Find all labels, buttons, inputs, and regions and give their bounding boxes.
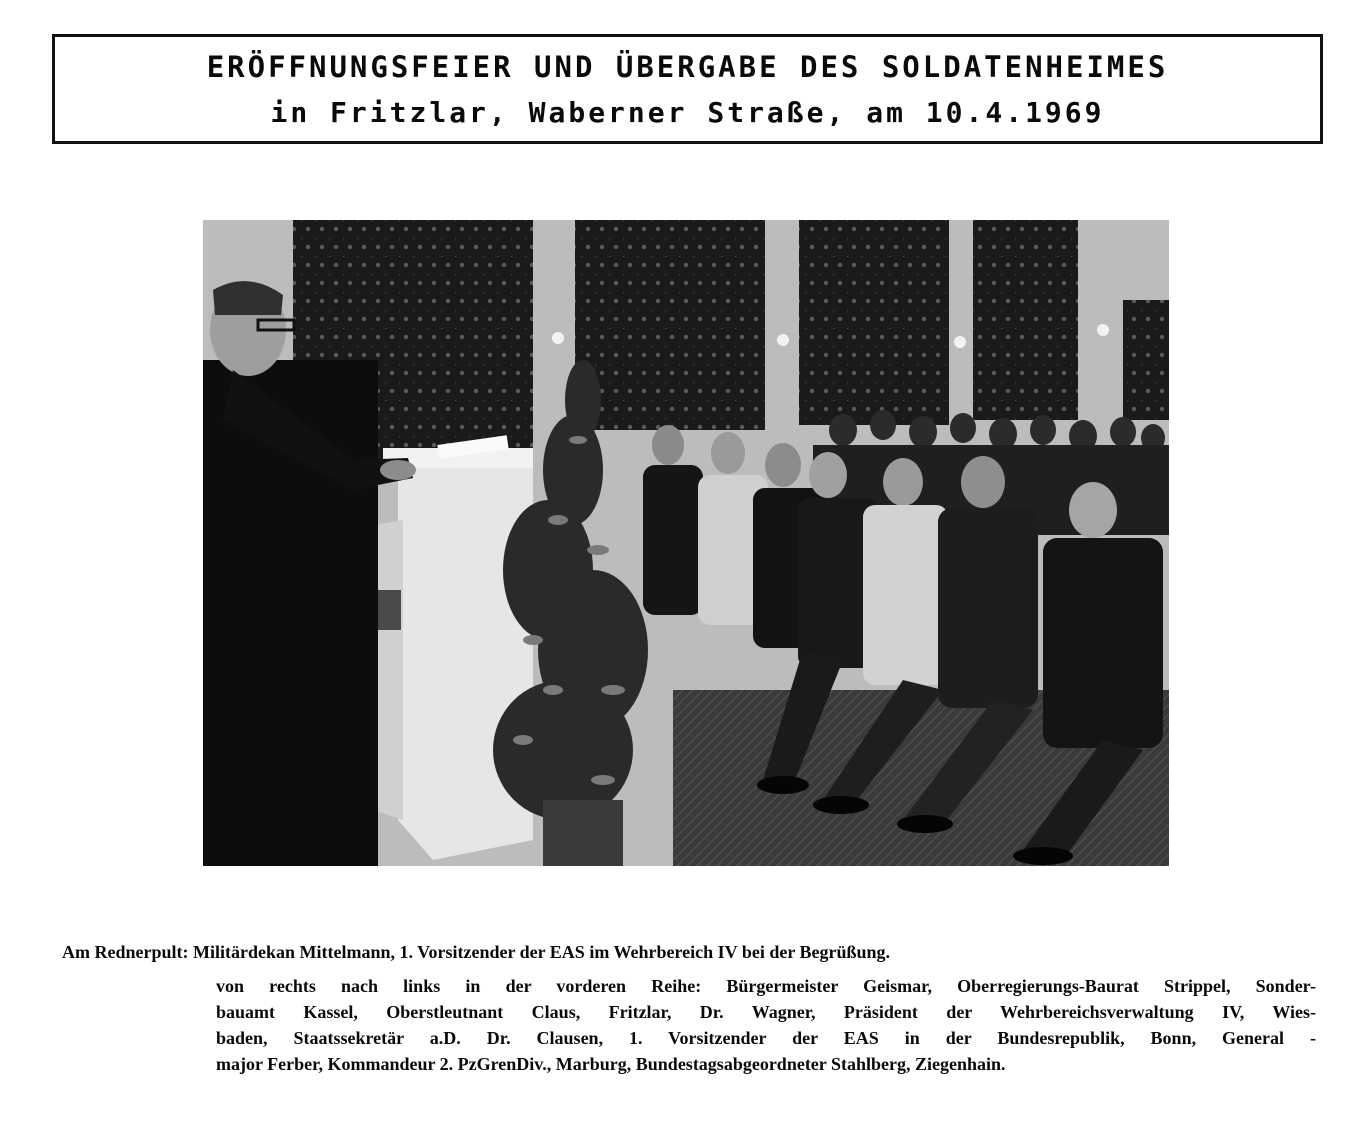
event-photo-illustration [203, 220, 1169, 866]
wall-lamp [552, 332, 564, 344]
caption-attendees-line: von rechts nach links in der vorderen Reihe: Bürgermeister Geismar, Oberregierungs-Baurat Strippel, Sonder- [216, 976, 1316, 996]
curtain-2 [575, 220, 765, 430]
wall-lamp [1097, 324, 1109, 336]
caption-attendees-line: bauamt Kassel, Oberstleutnant Claus, Fritzlar, Dr. Wagner, Präsident der Wehrbereichsverwaltung IV, Wies- [216, 1002, 1316, 1022]
wall-lamp [777, 334, 789, 346]
curtain-4 [973, 220, 1078, 420]
event-photo [203, 220, 1169, 866]
caption-speaker: Am Rednerpult: Militärdekan Mittelmann, 1. Vorsitzender der EAS im Wehrbereich IV bei der Begrüßung. [62, 942, 891, 962]
document-subtitle: in Fritzlar, Waberner Straße, am 10.4.1969 [270, 96, 1105, 129]
wall-lamp [954, 336, 966, 348]
caption-attendees-line: major Ferber, Kommandeur 2. PzGrenDiv., Marburg, Bundestagsabgeordneter Stahlberg, Ziegenhain. [216, 1054, 1006, 1074]
caption-attendees-line: baden, Staatssekretär a.D. Dr. Clausen, 1. Vorsitzender der EAS in der Bundesrepublik, Bonn, General - [216, 1028, 1316, 1048]
curtain-3 [799, 220, 949, 425]
caption-attendees [216, 973, 1316, 1077]
document-title: ERÖFFNUNGSFEIER UND ÜBERGABE DES SOLDATENHEIMES [206, 50, 1169, 84]
curtain-5 [1123, 300, 1169, 420]
title-box [52, 34, 1323, 144]
